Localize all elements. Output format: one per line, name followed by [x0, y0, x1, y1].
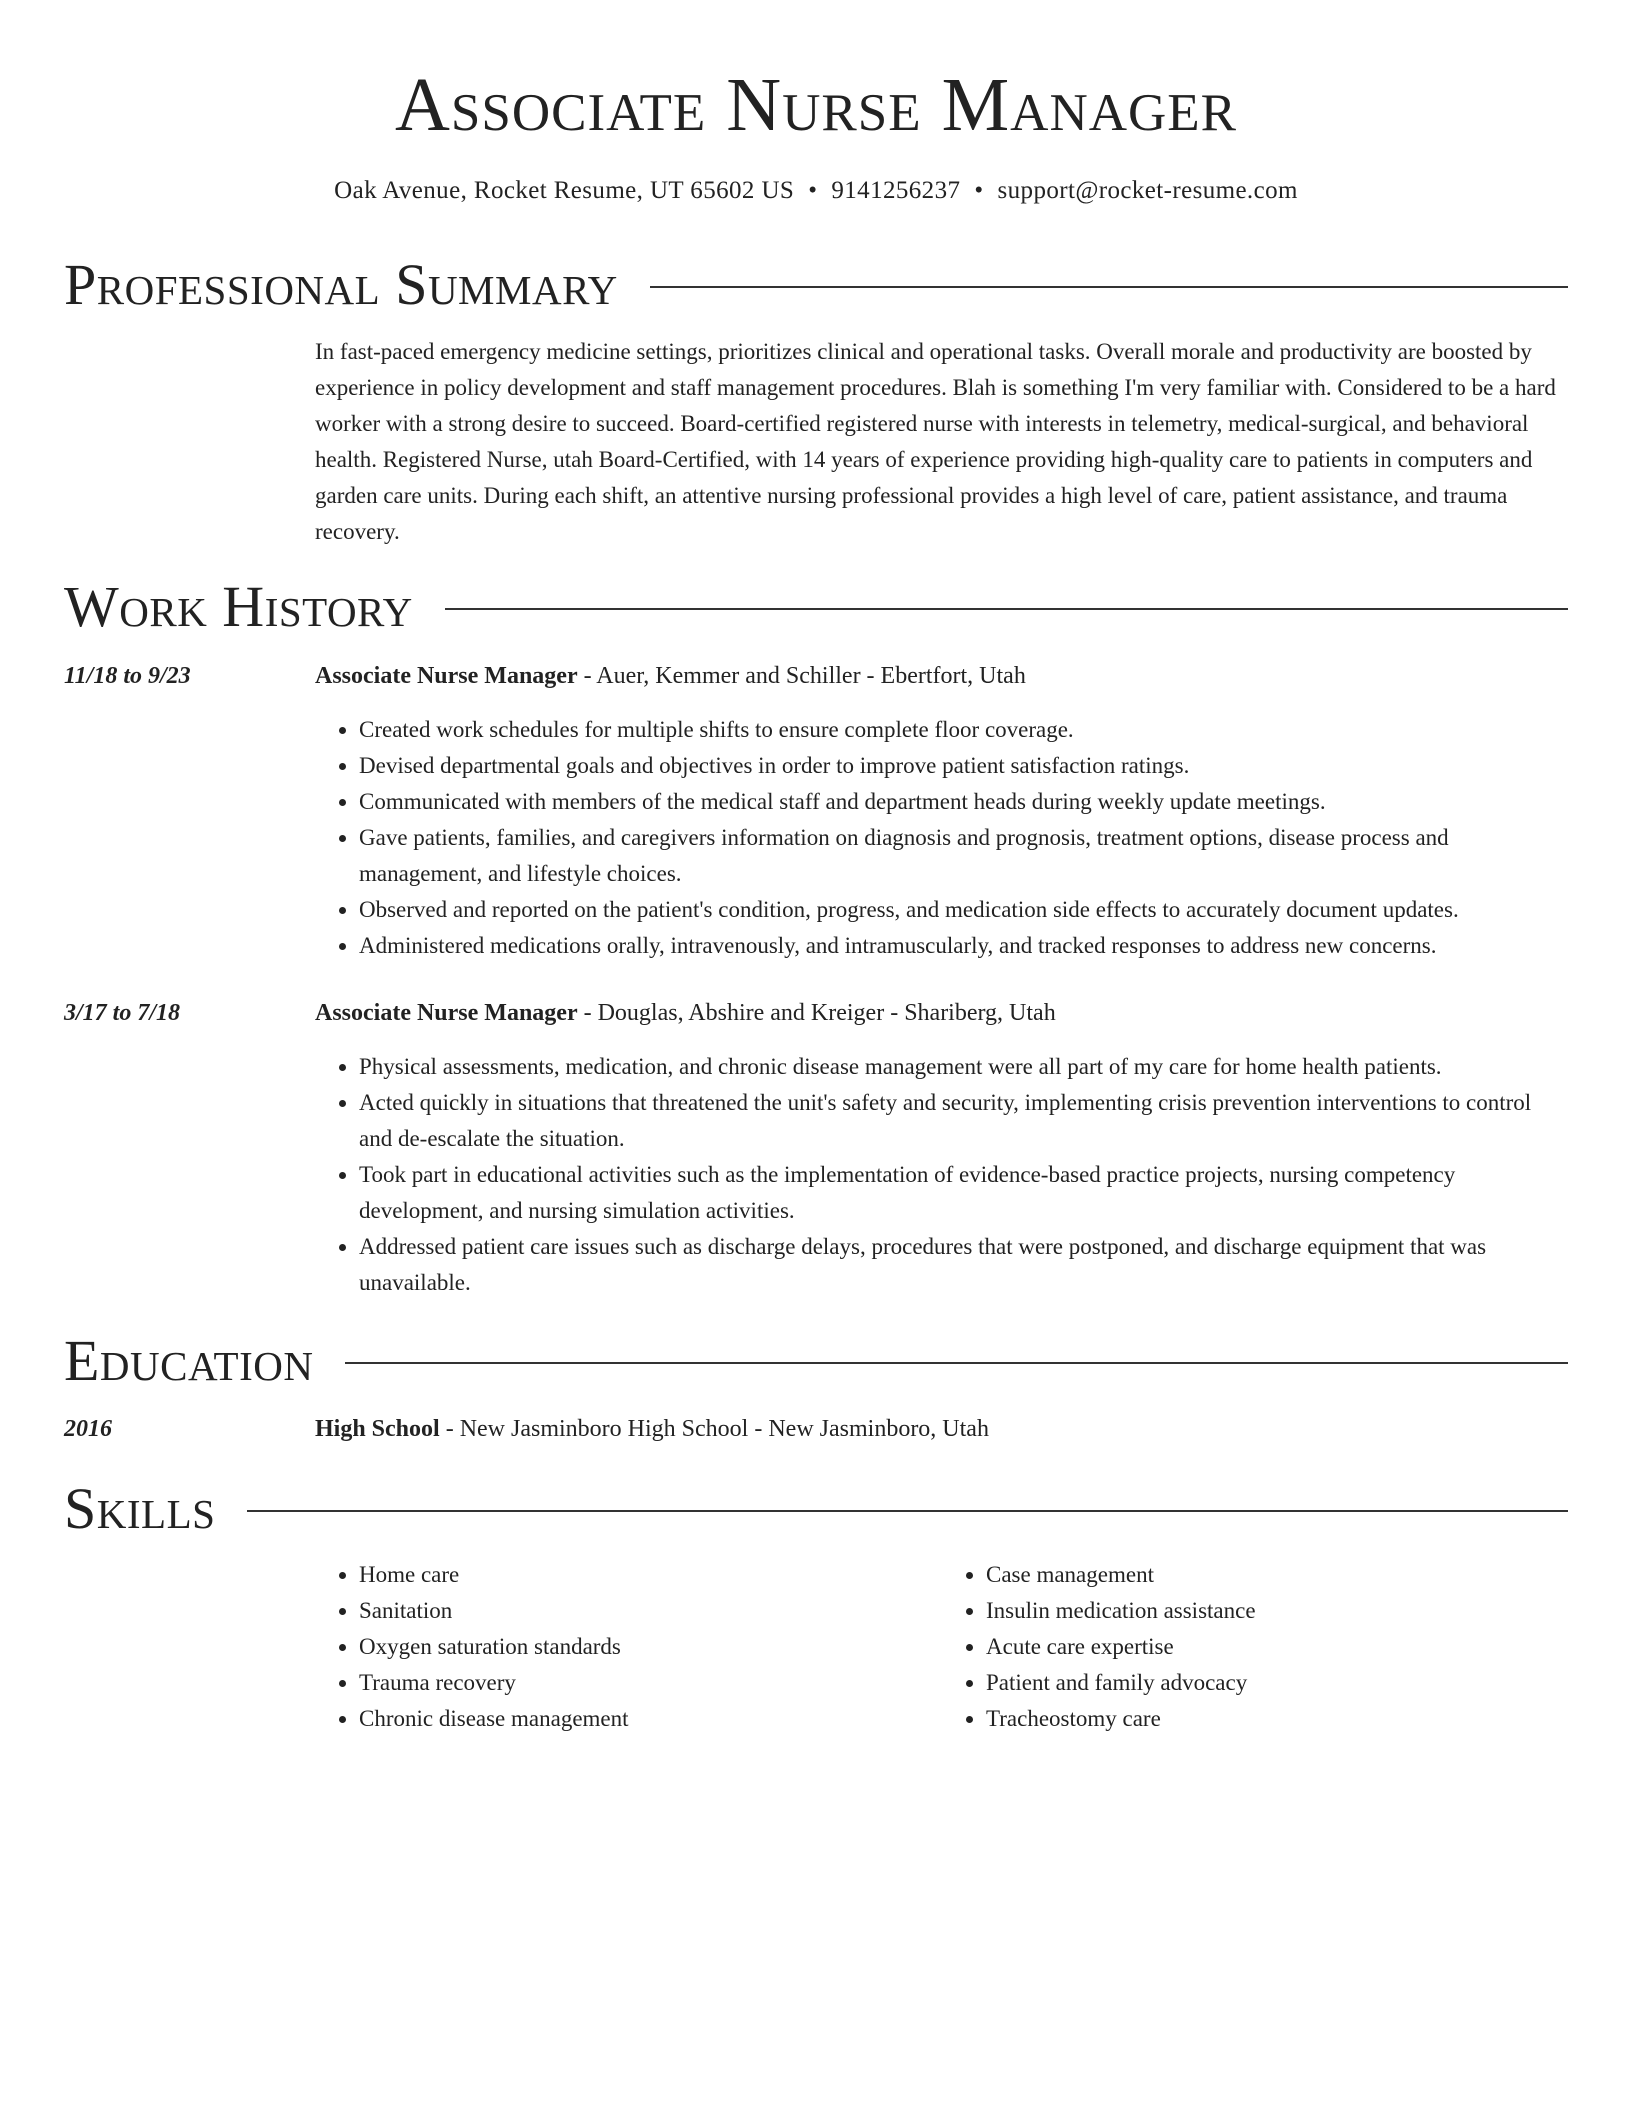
skills-heading: Skills — [64, 1476, 216, 1541]
job-dates: 11/18 to 9/23 — [64, 663, 191, 689]
section-divider — [445, 608, 1568, 610]
education-heading-line — [315, 1412, 1569, 1446]
job-bullet: • Created work schedules for multiple shifts to ensure complete floor coverage. — [359, 712, 1569, 748]
skill-item: • Trauma recovery — [359, 1665, 942, 1701]
job-dates: 3/17 to 7/18 — [64, 1000, 181, 1026]
skill-item: • Patient and family advocacy — [986, 1665, 1569, 1701]
skill-item: • Case management — [986, 1557, 1569, 1593]
skill-item: • Chronic disease management — [359, 1701, 942, 1737]
job-title: Associate Nurse Manager — [315, 1000, 578, 1026]
skill-item: • Tracheostomy care — [986, 1701, 1569, 1737]
education-entry — [315, 1412, 1569, 1446]
education-details: - New Jasminboro High School - New Jasminboro, Utah — [439, 1416, 989, 1442]
summary-body — [315, 334, 1569, 550]
education-degree: High School — [315, 1416, 440, 1442]
skill-item: • Oxygen saturation standards — [359, 1629, 942, 1665]
skills-column-left — [315, 1557, 942, 1737]
job-bullet: • Devised departmental goals and objectives in order to improve patient satisfaction ratings. — [359, 748, 1569, 784]
contact-phone: 9141256237 — [831, 177, 961, 204]
work-section-header — [64, 572, 1568, 642]
contact-separator: • — [808, 177, 818, 204]
job-bullet: • Administered medications orally, intravenously, and intramuscularly, and tracked responses to address new concerns. — [359, 928, 1569, 964]
skill-item: • Acute care expertise — [986, 1629, 1569, 1665]
job-bullet: • Acted quickly in situations that threatened the unit's safety and security, implementing crisis prevention interventions to control and de-escalate the situation. — [359, 1085, 1569, 1157]
skill-item: • Insulin medication assistance — [986, 1593, 1569, 1629]
skill-item: • Sanitation — [359, 1593, 942, 1629]
job-bullet: • Gave patients, families, and caregivers information on diagnosis and prognosis, treatment options, disease process and management, and lifestyle choices. — [359, 820, 1569, 892]
job-entry — [315, 996, 1569, 1030]
contact-line — [64, 174, 1568, 208]
job-title: Associate Nurse Manager — [315, 663, 578, 689]
job-heading — [315, 996, 1569, 1030]
education-heading: Education — [64, 1328, 314, 1393]
section-divider — [345, 1362, 1568, 1364]
skills-column-right — [942, 1557, 1569, 1737]
summary-section-header — [64, 250, 1568, 320]
job-details: - Auer, Kemmer and Schiller - Ebertfort, Utah — [577, 663, 1026, 689]
skills-list — [315, 1557, 1569, 1737]
job-bullets — [315, 1049, 1569, 1301]
job-bullet: • Communicated with members of the medical staff and department heads during weekly update meetings. — [359, 784, 1569, 820]
contact-separator: • — [974, 177, 984, 204]
job-bullet: • Physical assessments, medication, and chronic disease management were all part of my care for home health patients. — [359, 1049, 1569, 1085]
contact-email: support@rocket-resume.com — [997, 177, 1298, 204]
skill-item: • Home care — [359, 1557, 942, 1593]
education-section-header — [64, 1326, 1568, 1396]
summary-heading: Professional Summary — [64, 252, 618, 317]
job-details: - Douglas, Abshire and Kreiger - Shariberg, Utah — [577, 1000, 1056, 1026]
skills-section-header — [64, 1474, 1568, 1544]
summary-text: In fast-paced emergency medicine settings, prioritizes clinical and operational tasks. Overall morale and productivity are boosted by experience in policy development and staff management procedures. Blah is something I'm very familiar with. Considered to be a hard worker with a strong desire to succeed. Board-certified registered nurse with interests in telemetry, medical-surgical, and behavioral health. Registered Nurse, utah Board-Certified, with 14 years of experience providing high-quality care to patients in computers and garden care units. During each shift, an attentive nursing professional provides a high level of care, patient assistance, and trauma recovery. — [315, 339, 1556, 544]
contact-address: Oak Avenue, Rocket Resume, UT 65602 US — [334, 177, 795, 204]
section-divider — [650, 286, 1568, 288]
job-bullet: • Took part in educational activities such as the implementation of evidence-based practice projects, nursing competency development, and nursing simulation activities. — [359, 1157, 1569, 1229]
job-bullet: • Addressed patient care issues such as discharge delays, procedures that were postponed, and discharge equipment that was unavailable. — [359, 1229, 1569, 1301]
section-divider — [247, 1510, 1568, 1512]
job-entry — [315, 659, 1569, 693]
resume-name: Associate Nurse Manager — [394, 63, 1238, 147]
job-bullet: • Observed and reported on the patient's condition, progress, and medication side effects to accurately document updates. — [359, 892, 1569, 928]
education-year: 2016 — [64, 1416, 112, 1442]
job-heading — [315, 659, 1569, 693]
job-bullets — [315, 712, 1569, 964]
work-heading: Work History — [64, 574, 413, 639]
